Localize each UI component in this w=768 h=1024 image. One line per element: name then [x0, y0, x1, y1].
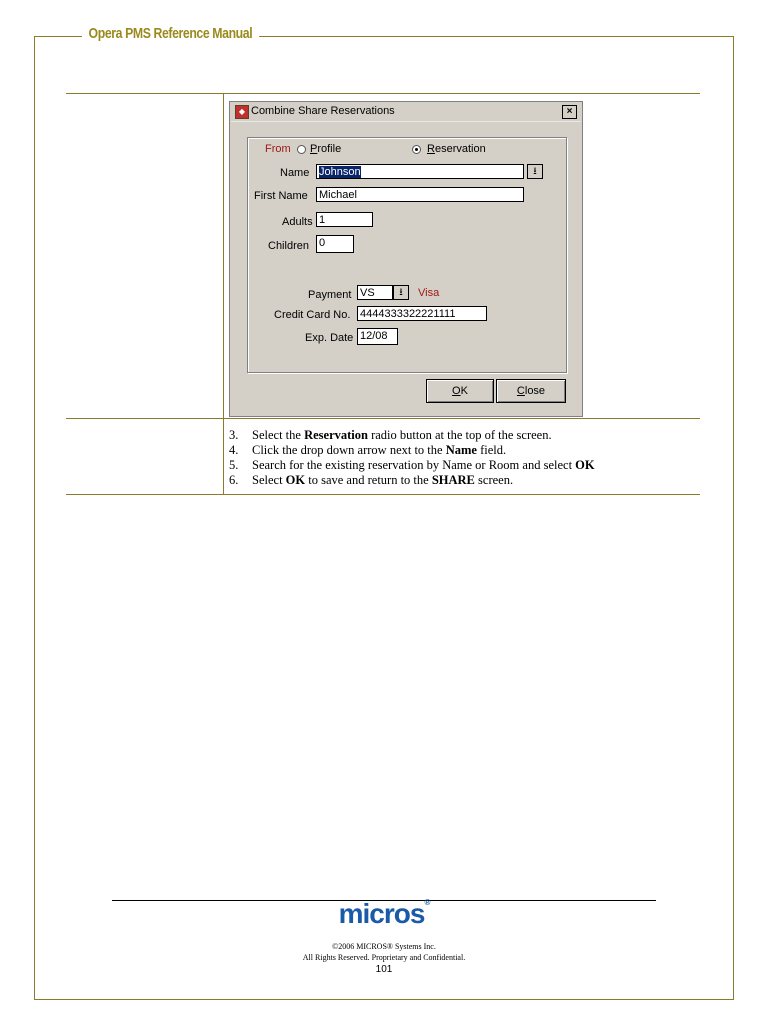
- step-item: 5. Search for the existing reservation by Name or Room and select OK: [229, 458, 595, 472]
- first-name-label: First Name: [254, 190, 308, 202]
- children-label: Children: [268, 240, 309, 252]
- radio-reservation-label: Reservation: [427, 143, 486, 155]
- table-mid-rule: [66, 418, 700, 419]
- page-number: 101: [375, 964, 393, 975]
- instruction-steps: [229, 428, 595, 488]
- name-value: Johnson: [319, 166, 361, 178]
- adults-label: Adults: [282, 216, 313, 228]
- step-item: 3. Select the Reservation radio button at the top of the screen.: [229, 428, 552, 442]
- radio-profile-label: Profile: [310, 143, 342, 155]
- name-label: Name: [280, 167, 310, 179]
- step-item: 6. Select OK to save and return to the SHARE screen.: [229, 473, 514, 487]
- micros-logo: micros®: [338, 898, 430, 929]
- app-icon: ◆: [235, 105, 249, 119]
- from-label: From: [265, 143, 291, 155]
- name-dropdown-button[interactable]: ⭳: [527, 164, 543, 179]
- credit-card-label: Credit Card No.: [274, 309, 351, 321]
- exp-date-field[interactable]: 12/08: [357, 328, 398, 345]
- dialog-title: Combine Share Reservations: [251, 105, 395, 117]
- rights-text: All Rights Reserved. Proprietary and Confidential.: [302, 953, 466, 962]
- table-column-divider: [223, 93, 224, 494]
- first-name-field[interactable]: Michael: [316, 187, 524, 202]
- copyright-text: ©2006 MICROS® Systems Inc.: [332, 942, 436, 951]
- close-icon[interactable]: ×: [562, 105, 577, 119]
- close-button[interactable]: Close: [496, 379, 566, 403]
- step-item: 4. Click the drop down arrow next to the Name field.: [229, 443, 507, 457]
- children-field[interactable]: 0: [316, 235, 354, 253]
- credit-card-field[interactable]: 4444333322221111: [357, 306, 487, 321]
- table-bottom-rule: [66, 494, 700, 495]
- adults-field[interactable]: 1: [316, 212, 373, 227]
- radio-profile[interactable]: [297, 145, 306, 154]
- name-field[interactable]: [316, 164, 524, 179]
- payment-description: Visa: [418, 287, 440, 299]
- payment-label: Payment: [308, 289, 352, 301]
- page-header-title: Opera PMS Reference Manual: [82, 24, 259, 44]
- combine-share-dialog: [229, 101, 583, 417]
- payment-field[interactable]: VS: [357, 285, 393, 300]
- dialog-titlebar: [231, 103, 581, 122]
- exp-date-label: Exp. Date: [305, 332, 354, 344]
- table-top-rule: [66, 93, 700, 94]
- radio-reservation[interactable]: [412, 145, 421, 154]
- payment-dropdown-button[interactable]: ⭳: [393, 285, 409, 300]
- ok-button[interactable]: OK: [426, 379, 494, 403]
